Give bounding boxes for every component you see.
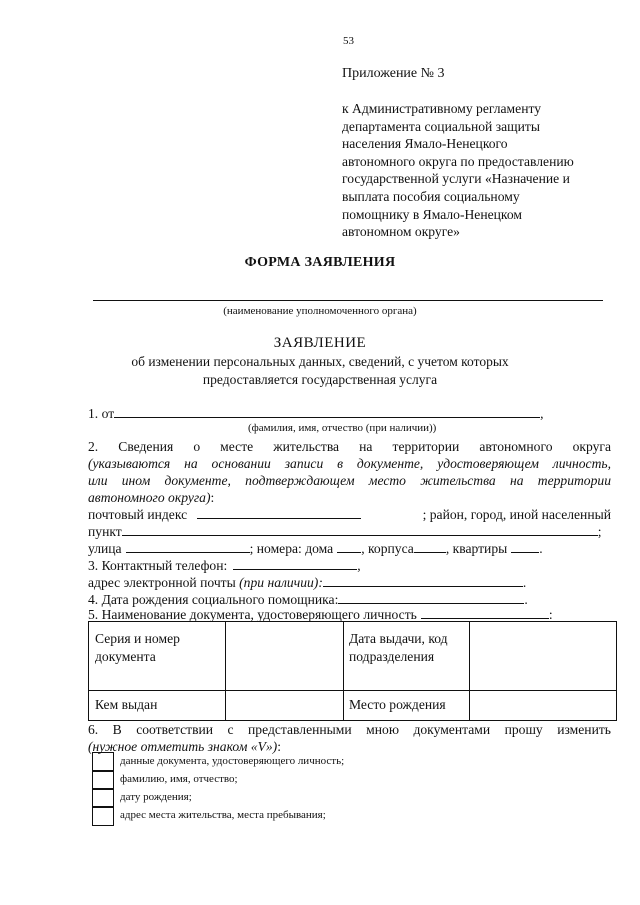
birth-label: 4. Дата рождения социального помощника: xyxy=(88,592,339,607)
declaration-subtitle: об изменении персональных данных, сведений, с учетом которых предоставляется государственная услуга xyxy=(131,354,509,387)
option-address: адрес места жительства, места пребывания; xyxy=(120,809,326,821)
postal-row xyxy=(88,506,611,523)
from-end: , xyxy=(540,406,544,421)
section6-line: 6. В соответствии с представленными мною документами прошу изменить xyxy=(88,722,611,737)
appendix-line: помощнику в Ямало-Ненецком xyxy=(342,206,522,222)
residence-note-1: (указываются на основании записи в документе, удостоверяющем личность, xyxy=(88,456,611,471)
appendix-line: департамента социальной защиты xyxy=(342,118,540,134)
form-title: ФОРМА ЗАЯВЛЕНИЯ xyxy=(244,255,396,270)
phone-end: , xyxy=(357,558,361,573)
section6-note-end: : xyxy=(277,739,281,754)
street-label: улица xyxy=(88,541,122,556)
option-document-data: данные документа, удостоверяющего личность; xyxy=(120,755,345,767)
postal-label: почтовый индекс xyxy=(88,507,188,522)
appendix-line: автономного округа по предоставлению xyxy=(342,153,574,169)
phone-field[interactable] xyxy=(233,557,357,570)
residence-line: 2. Сведения о месте жительства на территории автономного округа xyxy=(88,439,611,454)
birth-end: . xyxy=(524,592,528,607)
from-label: 1. от xyxy=(88,406,115,421)
option-birth-date: дату рождения; xyxy=(120,791,192,803)
house-field[interactable] xyxy=(337,540,361,553)
residence-colon: : xyxy=(210,490,215,505)
house-label: ; номера: дома xyxy=(249,541,334,556)
appendix-line: выплата пособия социальному xyxy=(342,188,520,204)
org-name-line[interactable] xyxy=(93,300,603,301)
locality-row xyxy=(88,523,611,540)
street-row xyxy=(88,540,611,557)
from-caption: (фамилия, имя, отчество (при наличии)) xyxy=(248,422,437,434)
issued-by-label: Кем выдан xyxy=(95,697,158,712)
email-row xyxy=(88,574,526,591)
locality-field[interactable] xyxy=(122,523,598,536)
postal-field[interactable] xyxy=(197,506,361,519)
from-row xyxy=(88,405,613,422)
apt-label: , квартиры xyxy=(445,541,508,556)
table-divider xyxy=(469,622,470,720)
residence-note-3-row xyxy=(88,489,214,506)
option-full-name: фамилию, имя, отчество; xyxy=(120,773,238,785)
org-caption: (наименование уполномоченного органа) xyxy=(223,305,417,317)
section6-note: (нужное отметить знаком «V») xyxy=(88,739,278,754)
table-divider xyxy=(343,622,344,720)
doc-end: : xyxy=(548,607,553,622)
building-field[interactable] xyxy=(414,540,446,553)
section6-note-row xyxy=(88,738,281,755)
phone-label: 3. Контактный телефон: xyxy=(88,558,228,573)
issue-date-label: Дата выдачи, код подразделения xyxy=(349,631,448,664)
apt-field[interactable] xyxy=(511,540,539,553)
document-table xyxy=(88,621,617,721)
appendix-text xyxy=(342,100,610,241)
phone-row xyxy=(88,557,361,574)
postal-after: ; район, город, иной населенный xyxy=(422,507,611,522)
checkbox-full-name[interactable] xyxy=(92,770,114,790)
email-label: адрес электронной почты xyxy=(88,575,236,590)
checkbox-address[interactable] xyxy=(92,806,114,826)
locality-label: пункт xyxy=(88,524,122,539)
residence-note-2: или ином документе, подтверждающем место жительства на территории xyxy=(88,473,611,488)
appendix-line: к Административному регламенту xyxy=(342,101,542,116)
appendix-line: государственной услуги «Назначение и xyxy=(342,171,570,187)
locality-end: ; xyxy=(597,524,602,539)
checkbox-birth-date[interactable] xyxy=(92,788,114,808)
building-label: , корпуса xyxy=(361,541,414,556)
birth-field[interactable] xyxy=(338,591,524,604)
doc-label: 5. Наименование документа, удостоверяющего личность xyxy=(88,607,417,622)
checkbox-document-data[interactable] xyxy=(92,752,114,772)
street-field[interactable] xyxy=(126,540,250,553)
doc-field[interactable] xyxy=(421,606,549,619)
email-note: (при наличии): xyxy=(239,575,323,590)
series-number-label: Серия и номер документа xyxy=(95,631,180,664)
table-divider xyxy=(225,622,226,720)
birth-place-label: Место рождения xyxy=(349,697,446,712)
appendix-title: Приложение № 3 xyxy=(342,66,445,81)
email-end: . xyxy=(522,575,527,590)
appendix-line: населения Ямало-Ненецкого xyxy=(342,136,508,152)
appendix-line: автономном округе» xyxy=(342,224,460,240)
apt-end: . xyxy=(539,541,543,556)
table-divider xyxy=(89,690,616,691)
residence-note-3: автономного округа) xyxy=(88,490,211,505)
email-field[interactable] xyxy=(323,574,523,587)
from-field[interactable] xyxy=(114,405,540,418)
declaration-title: ЗАЯВЛЕНИЕ xyxy=(273,335,367,351)
page-number: 53 xyxy=(343,35,354,47)
